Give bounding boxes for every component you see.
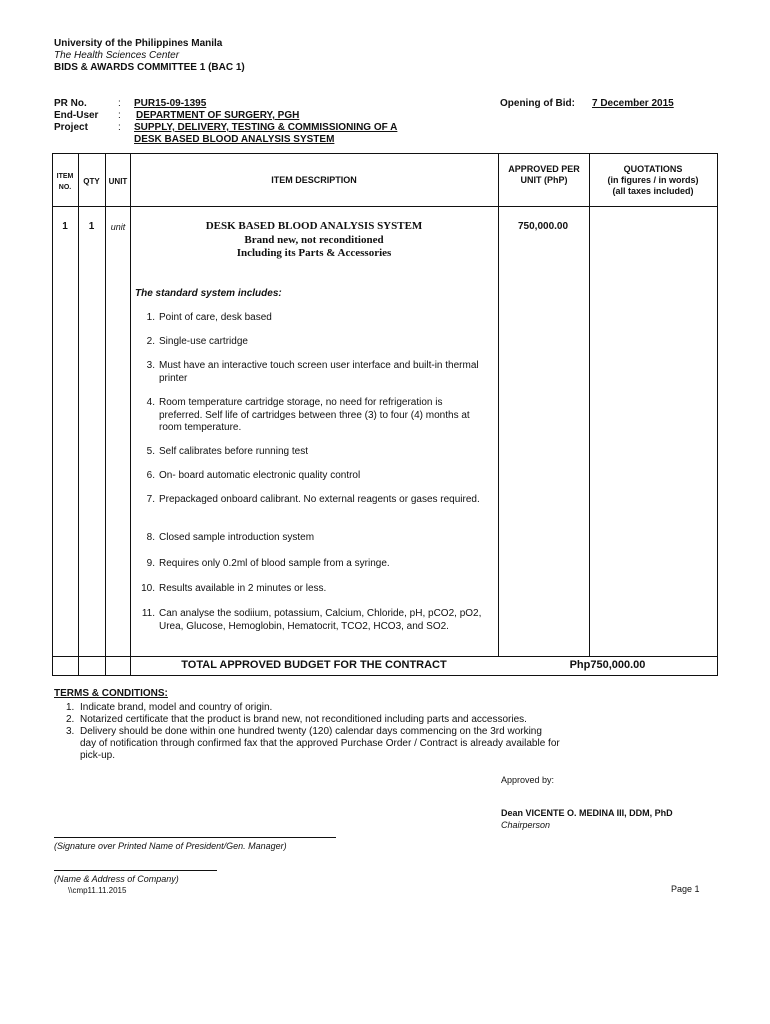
center-name: The Health Sciences Center bbox=[54, 50, 180, 61]
requirement-number: 11. bbox=[141, 608, 155, 619]
requirement-text: Point of care, desk based bbox=[159, 312, 272, 323]
requirement-text: Can analyse the sodiium, potassium, Calcium, Chloride, pH, pCO2, pO2, Urea, Glucose, Hemoglobin, Hematocrit, TCO2, HCO3, and SO2. bbox=[159, 608, 482, 632]
enduser-value: DEPARTMENT OF SURGERY, PGH bbox=[136, 110, 300, 121]
terms-item bbox=[66, 714, 626, 726]
col-header-description: ITEM DESCRIPTION bbox=[271, 175, 357, 185]
page-number: Page 1 bbox=[671, 884, 700, 894]
enduser-label: End-User bbox=[54, 110, 99, 121]
includes-label: The standard system includes: bbox=[135, 288, 282, 299]
pr-number: PUR15-09-1395 bbox=[134, 98, 207, 109]
enduser-colon: : bbox=[118, 110, 121, 121]
requirement-number: 10. bbox=[141, 583, 155, 594]
col-header-qty: QTY bbox=[83, 177, 100, 186]
terms-number: 2. bbox=[66, 714, 75, 725]
pr-colon: : bbox=[118, 98, 121, 109]
requirement-item bbox=[137, 470, 487, 483]
row-item-no: 1 bbox=[62, 221, 68, 232]
total-label: TOTAL APPROVED BUDGET FOR THE CONTRACT bbox=[181, 659, 447, 671]
terms-text: Indicate brand, model and country of origin. bbox=[80, 702, 273, 713]
requirement-number: 6. bbox=[146, 470, 155, 481]
president-signature-caption: (Signature over Printed Name of President/Gen. Manager) bbox=[54, 841, 287, 851]
row-unit: unit bbox=[110, 222, 126, 232]
terms-heading: TERMS & CONDITIONS: bbox=[54, 688, 168, 699]
approver-name: Dean VICENTE O. MEDINA III, DDM, PhD bbox=[501, 808, 673, 818]
requirement-item bbox=[137, 397, 487, 435]
requirement-item bbox=[137, 532, 487, 545]
terms-text: Delivery should be done within one hundred twenty (120) calendar days commencing on the 3rd working day of notification through confirmed fax that the approved Purchase Order / Contract is already available for pick-up. bbox=[80, 726, 560, 761]
col-header-unit: UNIT bbox=[108, 177, 128, 186]
requirement-text: Must have an interactive touch screen user interface and built-in thermal printer bbox=[159, 360, 479, 384]
project-colon: : bbox=[118, 122, 121, 133]
terms-text: Notarized certificate that the product is brand new, not reconditioned including parts and accessories. bbox=[80, 714, 527, 725]
requirement-item bbox=[137, 446, 487, 459]
requirement-number: 5. bbox=[146, 446, 155, 457]
requirement-item bbox=[137, 494, 487, 507]
requirement-text: Closed sample introduction system bbox=[159, 532, 315, 543]
requirement-number: 2. bbox=[146, 336, 155, 347]
pr-label: PR No. bbox=[54, 98, 87, 109]
requirement-number: 1. bbox=[146, 312, 155, 323]
project-line-2: DESK BASED BLOOD ANALYSIS SYSTEM bbox=[134, 134, 335, 145]
project-label: Project bbox=[54, 122, 88, 133]
item-title-line-2: Brand new, not reconditioned bbox=[244, 233, 384, 246]
company-line bbox=[54, 870, 217, 871]
signature-line bbox=[54, 837, 336, 838]
total-value: Php750,000.00 bbox=[569, 659, 646, 671]
company-caption: (Name & Address of Company) bbox=[54, 874, 179, 884]
requirement-number: 3. bbox=[146, 360, 155, 371]
item-title-line-1: DESK BASED BLOOD ANALYSIS SYSTEM bbox=[205, 220, 423, 232]
col-header-item-no: ITEM NO. bbox=[56, 173, 74, 191]
approved-by-label: Approved by: bbox=[501, 775, 555, 785]
quotations-line-1: QUOTATIONS bbox=[623, 164, 683, 174]
col-header-approved: APPROVED PER UNIT (PhP) bbox=[508, 164, 580, 185]
item-title-line-3: Including its Parts & Accessories bbox=[236, 247, 392, 259]
project-line-1: SUPPLY, DELIVERY, TESTING & COMMISSIONING OF A bbox=[134, 122, 398, 133]
university-name: University of the Philippines Manila bbox=[54, 38, 223, 49]
requirement-text: Results available in 2 minutes or less. bbox=[159, 583, 327, 594]
terms-number: 3. bbox=[66, 726, 75, 737]
opening-date: 7 December 2015 bbox=[592, 98, 674, 109]
quotations-line-2: (in figures / in words) bbox=[607, 175, 699, 185]
requirement-item bbox=[137, 312, 487, 325]
item-title bbox=[130, 220, 498, 261]
requirement-text: Self calibrates before running test bbox=[159, 446, 308, 457]
requirement-number: 9. bbox=[146, 558, 155, 569]
requirement-number: 7. bbox=[146, 494, 155, 505]
committee-name: BIDS & AWARDS COMMITTEE 1 (BAC 1) bbox=[54, 62, 245, 73]
requirement-text: Requires only 0.2ml of blood sample from a syringe. bbox=[159, 558, 390, 569]
col-header-quotations bbox=[589, 164, 717, 197]
requirement-number: 8. bbox=[146, 532, 155, 543]
requirement-number: 4. bbox=[146, 397, 155, 408]
row-qty: 1 bbox=[88, 221, 95, 232]
approved-per-unit: 750,000.00 bbox=[518, 221, 569, 232]
requirement-text: Room temperature cartridge storage, no need for refrigeration is preferred. Self life of cartridges between three (3) to four (4) months at room temperature. bbox=[159, 397, 470, 433]
approver-title: Chairperson bbox=[501, 820, 551, 830]
file-reference: \\cmp11.11.2015 bbox=[68, 886, 127, 895]
opening-label: Opening of Bid: bbox=[500, 98, 575, 109]
requirement-item bbox=[137, 360, 487, 385]
requirement-text: On- board automatic electronic quality control bbox=[159, 470, 361, 481]
requirement-text: Prepackaged onboard calibrant. No external reagents or gases required. bbox=[159, 494, 480, 505]
requirement-item bbox=[137, 336, 487, 349]
requirement-item bbox=[137, 608, 487, 633]
requirement-item bbox=[137, 583, 487, 596]
terms-number: 1. bbox=[66, 702, 75, 713]
quotations-line-3: (all taxes included) bbox=[612, 186, 694, 196]
terms-item bbox=[66, 726, 626, 762]
requirement-text: Single-use cartridge bbox=[159, 336, 248, 347]
requirement-item bbox=[137, 558, 487, 571]
terms-item bbox=[66, 702, 626, 714]
